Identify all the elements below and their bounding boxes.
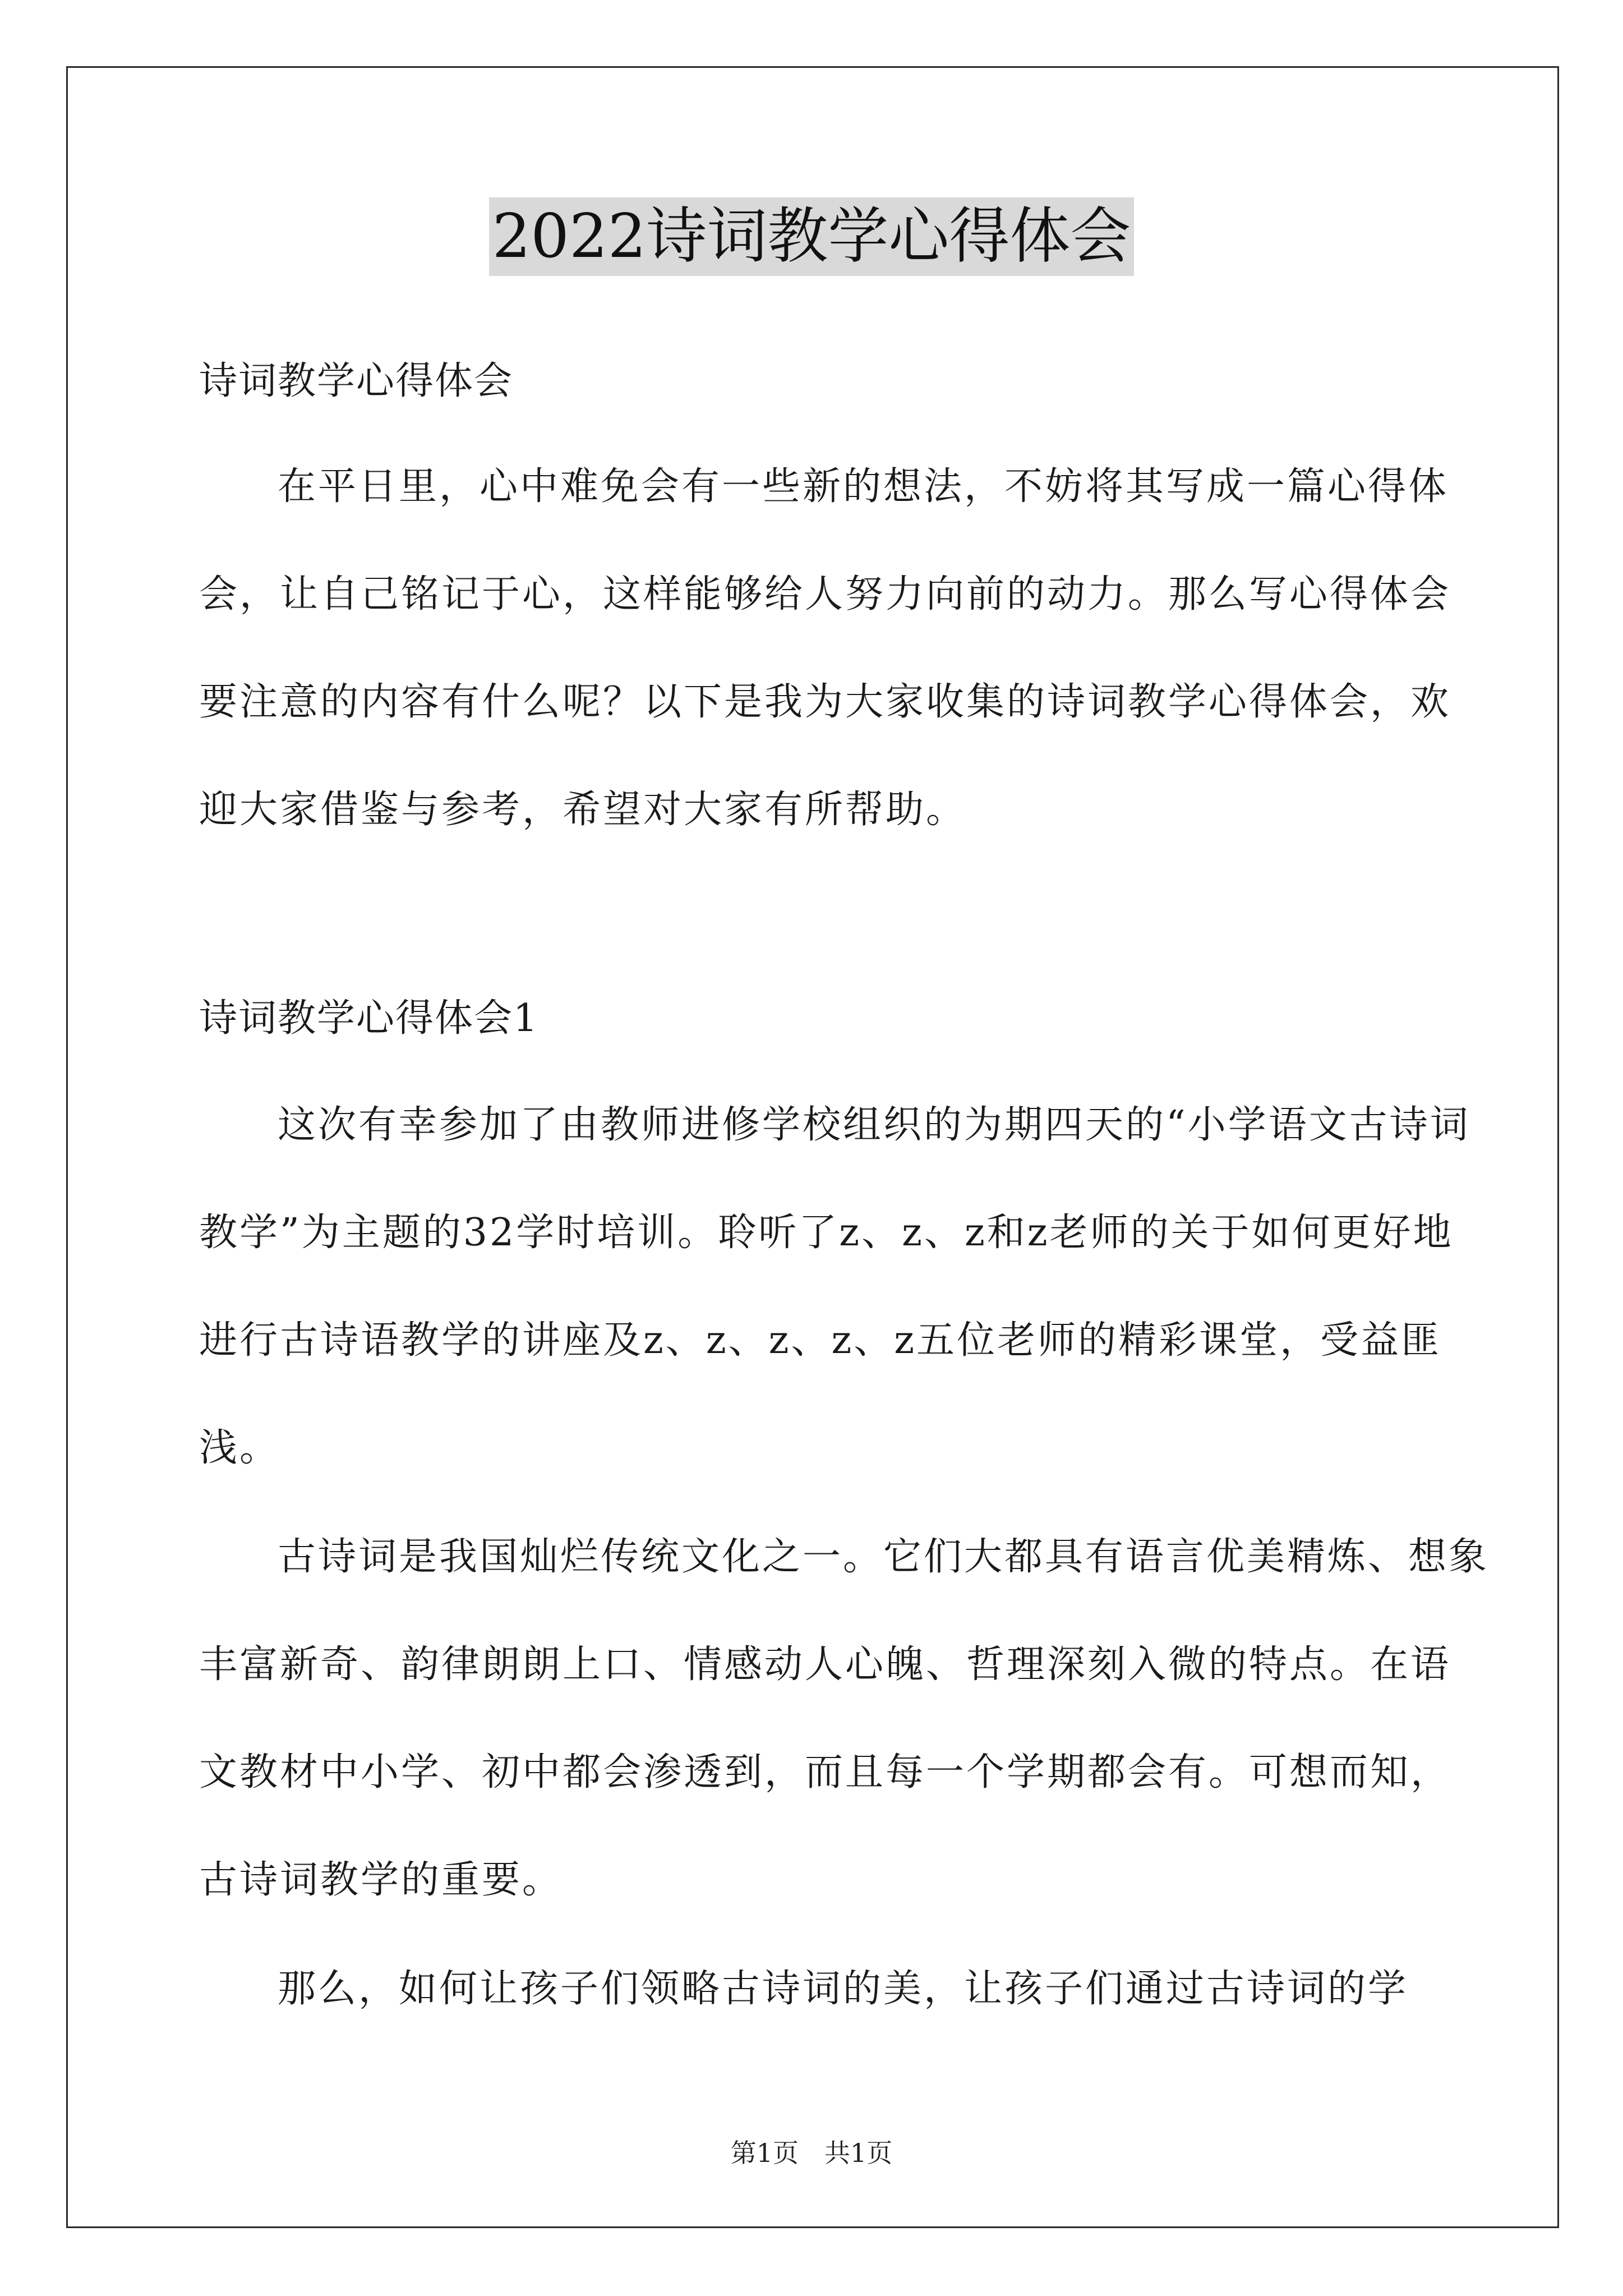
title-container [0,197,1623,276]
body-paragraph-3: 那么，如何让孩子们领略古诗词的美，让孩子们通过古诗词的学 [278,1967,1409,2011]
page-footer: 第1页 共1页 [730,2138,893,2168]
body-paragraph-2: 古诗词是我国灿烂传统文化之一。它们大都具有语言优美精炼、想象丰富新奇、韵律朗朗上口、情感动人心魄、哲理深刻入微的特点。在语文教材中小学、初中都会渗透到，而且每一个学期都会有。可想而知，古诗词教学的重要。 [199,1535,1490,1902]
body-paragraph-1: 这次有幸参加了由教师进修学校组织的为期四天的“小学语文古诗词教学”为主题的32学时培训。聆听了z、z、z和z老师的关于如何更好地进行古诗语教学的讲座及z、z、z、z、z五位老师的精彩课堂，受益匪浅。 [199,1103,1470,1470]
intro-heading: 诗词教学心得体会 [199,359,514,403]
intro-paragraph: 在平日里，心中难免会有一些新的想法，不妨将其写成一篇心得体会，让自己铭记于心，这样能够给人努力向前的动力。那么写心得体会要注意的内容有什么呢？以下是我为大家收集的诗词教学心得体会，欢迎大家借鉴与参考，希望对大家有所帮助。 [199,464,1451,832]
document-title: 2022诗词教学心得体会 [489,197,1135,276]
section-heading: 诗词教学心得体会1 [199,996,539,1041]
